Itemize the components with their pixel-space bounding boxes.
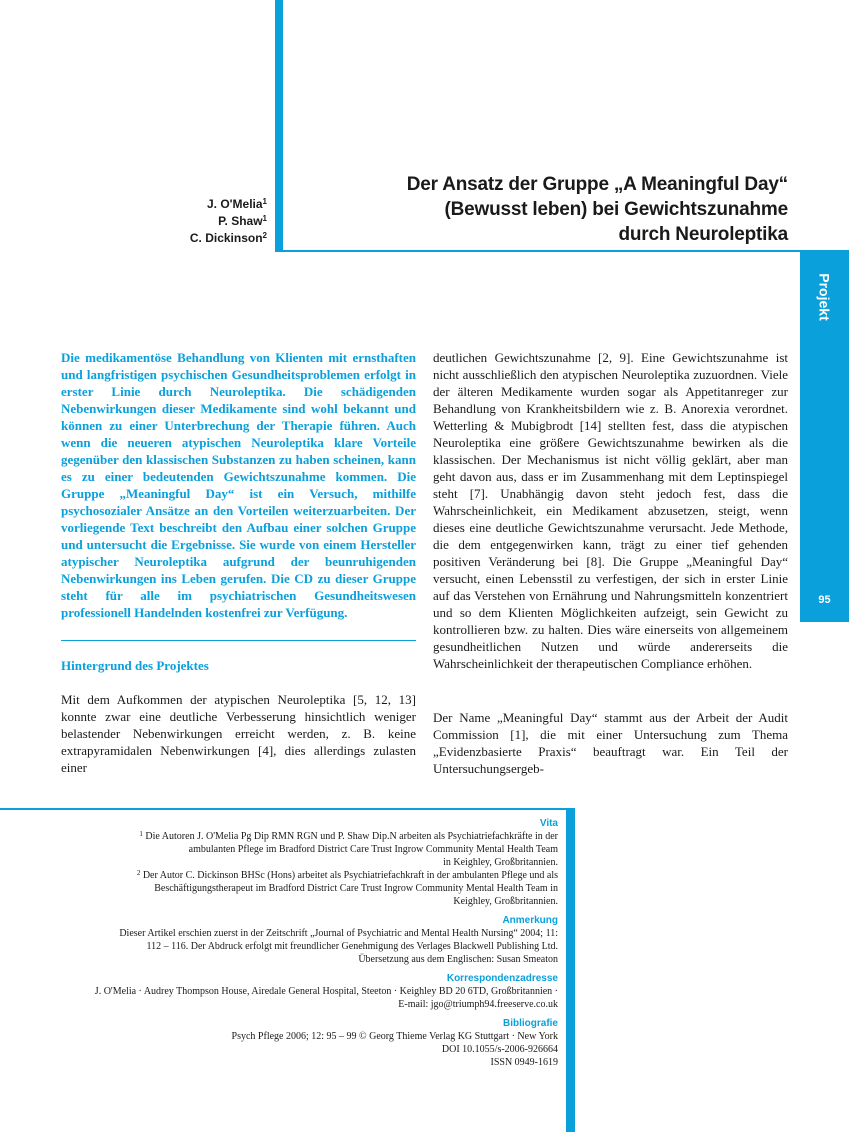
- author-name: C. Dickinson$^2$: [189, 231, 267, 245]
- vita-heading: Vita: [539, 818, 558, 829]
- correspondence-email: E-mail: jgo@triumph94.freeserve.co.uk: [398, 999, 558, 1010]
- bibliography-heading: Bibliografie: [502, 1018, 558, 1029]
- note-line: Übersetzung aus dem Englischen: Susan Smeaton: [358, 954, 558, 965]
- note-line: Dieser Artikel erschien zuerst in der Zeitschrift „Journal of Psychiatric and Mental Health Nursing“ 2004; 11:: [119, 928, 558, 939]
- vita-entry: $^2$ Der Autor C. Dickinson BHSc (Hons) arbeitet als Psychiatriefachkraft in der ambulanten Pflege und als: [136, 869, 558, 881]
- body-paragraph: deutlichen Gewichtszunahme [2, 9]. Eine Gewichtszunahme ist nicht ausschließlich den atypischen Neuroleptika zuzuordnen. Viele der älteren Medikamente wurden sogar als Appetitanreger zur Behandlung von Krankheitsbildern wie z. B. Anorexia verordnet. Wetterling & Mubigbrodt [14] stellten fest, dass die atypischen Neuroleptika eine größere Gewichtszunahme bewirken als die klassischen. Der Mechanismus ist nicht völlig geklärt, aber man geht davon aus, dass er im Zusammenhang mit dem Leptinspiegel steht [7]. Unabhängig davon steht jedoch fest, dass die Wahrscheinlichkeit, ein Medikament abzusetzen, steigt, wenn dieses eine deutliche Gewichtszunahme verursacht. Jede Methode, die dem entgegenwirken kann, trägt zu einer tief gehenden positiven Veränderung bei [8]. Die Gruppe „Meaningful Day“ versucht, einen Lebensstil zu verfestigen, der sich in erster Linie auf das Verstehen von Ernährung und Nahrungsmitteln konzentriert und so dem Klienten Möglichkeiten aufzeigt, sein Gewicht zu kontrollieren bzw. zu halten. Dies wäre einerseits von allgemeinem gesundheitlichen Nutzen und würde andererseits die Wahrscheinlichkeit der therapeutischen Compliance erhöhen.: [433, 350, 788, 671]
- author-name: P. Shaw$^1$: [218, 214, 267, 228]
- vita-entry-line: Beschäftigungstherapeut im Bradford District Care Trust Ingrow Community Mental Health Team in: [154, 883, 558, 894]
- note-heading: Anmerkung: [502, 915, 558, 926]
- correspondence-heading: Korrespondenzadresse: [446, 973, 558, 984]
- article-info-box: [40, 817, 558, 1069]
- vita-entry-line: in Keighley, Großbritannien.: [443, 857, 558, 868]
- abstract: Die medikamentöse Behandlung von Klienten mit ernsthaften und langfristigen psychischen Gesundheitsproblemen erfolgt in erster Linie durch Neuroleptika. Die schädigenden Nebenwirkungen dieser Medikamente sind wohl bekannt und können zu einer Unterbrechung der Therapie führen. Auch wenn die neueren atypischen Neuroleptika klare Vorteile gegenüber den klassischen Substanzen zu haben scheinen, kann es zu einer bedeutenden Gewichtszunahme kommen. Die Gruppe „Meaningful Day“ ist ein Versuch, mithilfe psychosozialer Ansätze an den Vorteilen weiterzuarbeiten. Der vorliegende Text beschreibt den Aufbau einer solchen Gruppe und untersucht die Ergebnisse. Sie wurde von einem Hersteller atypischer Neuroleptika aufgrund der beunruhigenden Nebenwirkungen ins Leben gerufen. Die CD zu dieser Gruppe steht für alle im psychiatrischen Gesundheitswesen professionell Handelnden kostenfrei zur Verfügung.: [61, 350, 416, 620]
- author-list: [150, 196, 267, 247]
- note-line: 112 – 116. Der Abdruck erfolgt mit freundlicher Genehmigung des Verlages Blackwell Publishing Ltd.: [146, 941, 558, 952]
- header-accent-bar: [275, 0, 283, 252]
- vita-entry-line: Keighley, Großbritannien.: [453, 896, 558, 907]
- footer-rule: [0, 808, 575, 810]
- page-number: 95: [818, 594, 831, 606]
- footer-accent-bar: [566, 808, 575, 1132]
- author-name: J. O'Melia$^1$: [207, 197, 267, 211]
- body-paragraph: Der Name „Meaningful Day“ stammt aus der Arbeit der Audit Commission [1], die mit einer Untersuchung zum Thema „Evidenzbasierte Praxis“ beauftragt war. Ein Teil der Untersuchungsergeb-: [433, 710, 788, 776]
- vita-entry-line: ambulanten Pflege im Bradford District Care Trust Ingrow Community Mental Health Team: [188, 844, 558, 855]
- section-heading: Hintergrund des Projektes: [61, 658, 209, 673]
- bibliography-doi: DOI 10.1055/s-2006-926664: [441, 1044, 558, 1055]
- vita-entry: $^1$ Die Autoren J. O'Melia Pg Dip RMN RGN und P. Shaw Dip.N arbeiten als Psychiatriefachkräfte in der: [139, 830, 558, 842]
- article-title: Der Ansatz der Gruppe „A Meaningful Day“ (Bewusst leben) bei Gewichtszunahme durch Neuroleptika: [406, 174, 788, 245]
- header-rule: [275, 250, 849, 252]
- correspondence-address: J. O'Melia · Audrey Thompson House, Airedale General Hospital, Steeton · Keighley BD 20 6TD, Großbritannien ·: [94, 986, 558, 997]
- body-paragraph: Mit dem Aufkommen der atypischen Neuroleptika [5, 12, 13] konnte zwar eine deutliche Verbesserung hinsichtlich weniger belastender Nebenwirkungen erreicht werden, z. B. keine extrapyramidalen Nebenwirkungen [4], dies allerdings zulasten einer: [61, 692, 416, 775]
- abstract-divider: [61, 640, 416, 641]
- section-label: Projekt: [816, 273, 833, 321]
- bibliography-issn: ISSN 0949-1619: [490, 1057, 558, 1068]
- bibliography-citation: Psych Pflege 2006; 12: 95 – 99 © Georg Thieme Verlag KG Stuttgart · New York: [231, 1031, 558, 1042]
